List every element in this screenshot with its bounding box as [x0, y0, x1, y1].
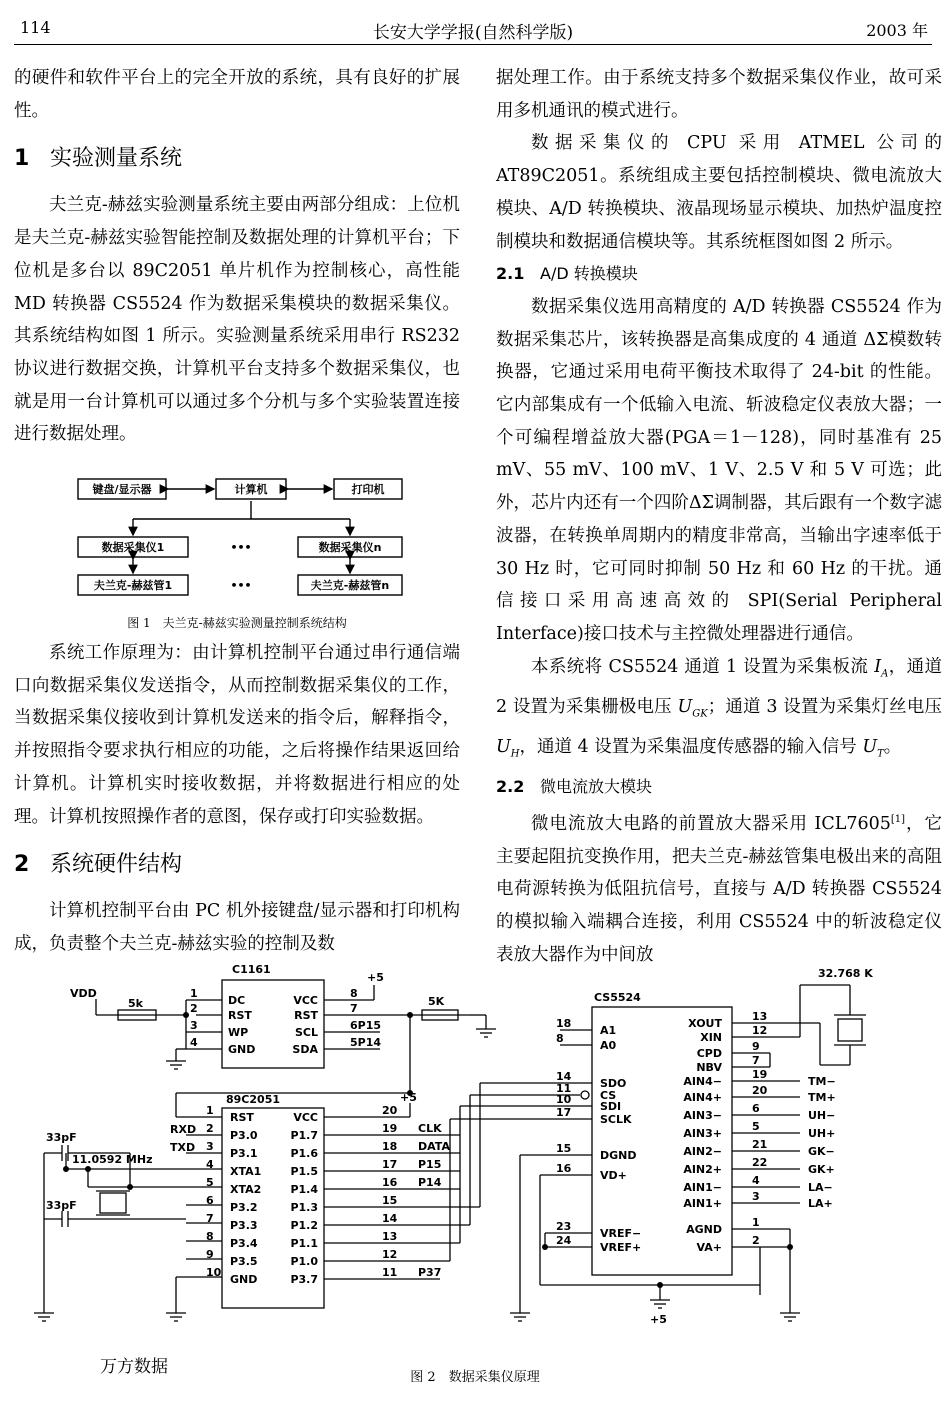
pin-label: SCLK: [600, 1113, 632, 1126]
pin-label: SDI: [600, 1100, 622, 1113]
pin-label: RST: [228, 1009, 252, 1022]
pin-number: 5: [206, 1176, 214, 1189]
pin-number: 14: [382, 1212, 398, 1225]
pin-label: AIN4+: [683, 1091, 722, 1104]
figure-1-caption: 图 1 夫兰克-赫兹实验测量控制系统结构: [127, 616, 347, 631]
pin-label: AIN3−: [683, 1109, 722, 1122]
pin-label: CPD: [696, 1047, 722, 1060]
pin-label: A1: [600, 1024, 617, 1037]
signal-label: LA−: [808, 1181, 833, 1194]
pin-number: 9: [206, 1248, 214, 1261]
pin-label: GND: [230, 1273, 258, 1286]
pin-label: AIN1+: [683, 1197, 722, 1210]
subsection-heading-2-1: 2.1 A/D 转换模块: [496, 264, 638, 284]
signal-label: DATA: [418, 1140, 450, 1153]
figure-2-caption: 图 2 数据采集仪原理: [410, 1370, 540, 1385]
pin-number: 10: [206, 1266, 222, 1279]
page-number: 114: [20, 18, 51, 37]
pin-label: P3.2: [230, 1201, 258, 1214]
pin-number: 1: [752, 1216, 760, 1229]
pin-number: 16: [556, 1162, 572, 1175]
box-tube-1: 夫兰克-赫兹管1: [93, 579, 173, 593]
pin-number: 15: [382, 1194, 398, 1207]
pin-number: 21: [752, 1138, 768, 1151]
pin-number: 4: [752, 1174, 760, 1187]
pin-number: 16: [382, 1176, 398, 1189]
system-structure-diagram: [76, 465, 406, 605]
pin-label: NBV: [696, 1061, 722, 1074]
pin-label: DC: [228, 994, 246, 1007]
pin-number: 2: [206, 1122, 214, 1135]
pin-number: 4: [206, 1158, 214, 1171]
pin-number: 11: [382, 1266, 398, 1279]
pin-number: 12: [752, 1024, 768, 1037]
rxd-label: RXD: [170, 1123, 197, 1136]
pin-label: AIN2+: [683, 1163, 722, 1176]
signal-label: UH+: [808, 1127, 836, 1140]
box-tube-n: 夫兰克-赫兹管n: [310, 579, 390, 593]
pin-label: AIN3+: [683, 1127, 722, 1140]
pin-number: 18: [382, 1140, 398, 1153]
pin-number: 18: [556, 1017, 572, 1030]
pin-label: P3.7: [290, 1273, 318, 1286]
subsection-heading-2-2: 2.2 微电流放大模块: [496, 777, 653, 797]
pin-label: P3.1: [230, 1147, 258, 1160]
paragraph: 系统工作原理为：由计算机控制平台通过串行通信端口向数据采集仪发送指令，从而控制数据采集仪的工作，当数据采集仪接收到计算机发送来的指令后，解释指令，并按照指令要求执行相应的功能，之后将操作结果返回给计算机。计算机实时接收数据，并将数据进行相应的处理。计算机按照操作者的意图，保存或打印实验数据。: [14, 643, 460, 827]
signal-label: P15: [418, 1158, 442, 1171]
ellipsis: •••: [230, 541, 252, 555]
pin-number: 3: [752, 1190, 760, 1203]
pin-label: XIN: [700, 1031, 722, 1044]
pin-label: WP: [228, 1026, 249, 1039]
resistor-label: 5k: [128, 997, 143, 1010]
figure-1: [14, 459, 460, 609]
pin-label: P1.0: [290, 1255, 318, 1268]
pin-label: VA+: [696, 1241, 722, 1254]
paragraph: 计算机控制平台由 PC 机外接键盘/显示器和打印机构成，负责整个夫兰克-赫兹实验的控制及数: [14, 901, 460, 954]
pin-label: RST: [294, 1009, 318, 1022]
left-column: [14, 62, 460, 961]
pin-number: 6: [206, 1194, 214, 1207]
pin-label: P1.6: [290, 1147, 318, 1160]
box-printer: 打印机: [351, 483, 385, 497]
pin-number: 4: [190, 1036, 198, 1049]
pin-label: P1.2: [290, 1219, 318, 1232]
year: 2003 年: [866, 21, 928, 40]
pin-number: 3: [206, 1140, 214, 1153]
paragraph: 据处理工作。由于系统支持多个数据采集仪作业，故可采用多机通讯的模式进行。: [496, 68, 942, 121]
section-heading-2: 2 系统硬件结构: [14, 852, 183, 878]
pin-label: AGND: [686, 1223, 722, 1236]
pin-label: XOUT: [688, 1017, 722, 1030]
pin-number: 7: [350, 1002, 358, 1015]
pin-label: XTA1: [230, 1165, 262, 1178]
paragraph: 本系统将 CS5524 通道 1 设置为采集板流 $I_A$，通道 2 设置为采集栅极电压 $U_{GK}$；通道 3 设置为采集灯丝电压 $U_H$，通道 4 设置为采集温度传感器的输入信号 $U_T$。: [496, 656, 942, 760]
resistor-label: 5K: [428, 995, 445, 1008]
pin-number: 20: [752, 1084, 768, 1097]
pin-label: A0: [600, 1039, 617, 1052]
pin-number: 11: [556, 1082, 572, 1095]
pin-number: 19: [752, 1068, 768, 1081]
pin-number: 15: [556, 1142, 572, 1155]
signal-label: P37: [418, 1266, 442, 1279]
pin-number: 6P15: [350, 1019, 382, 1032]
pin-number: 2: [190, 1002, 198, 1015]
pin-label: SDA: [292, 1043, 318, 1056]
box-dau-1: 数据采集仪1: [101, 541, 165, 555]
box-dau-n: 数据采集仪n: [318, 541, 382, 555]
pin-number: 6: [752, 1102, 760, 1115]
supply-label: +5: [400, 1091, 417, 1104]
pin-label: P1.7: [290, 1129, 318, 1142]
pin-number: 12: [382, 1248, 398, 1261]
pin-label: VD+: [600, 1169, 627, 1182]
schematic-diagram: [0, 965, 950, 1365]
pin-label: VCC: [293, 994, 318, 1007]
crystal-label: 32.768 K: [818, 967, 873, 980]
txd-label: TXD: [170, 1141, 196, 1154]
pin-number: 8: [350, 987, 358, 1000]
pin-number: 5: [752, 1120, 760, 1133]
pin-label: P1.5: [290, 1165, 318, 1178]
pin-label: P3.4: [230, 1237, 258, 1250]
pin-label: P3.0: [230, 1129, 258, 1142]
pin-number: 17: [382, 1158, 398, 1171]
pin-number: 9: [752, 1040, 760, 1053]
vdd-label: VDD: [70, 987, 97, 1000]
paragraph: 数据采集仪选用高精度的 A/D 转换器 CS5524 作为数据采集芯片，该转换器是高集成度的 4 通道 ΔΣ模数转换器，它通过采用电荷平衡技术取得了 24-bit 的性能。它内部集成有一个低输入电流、斩波稳定仪表放大器；一个可编程增益放大器(PGA＝1－128)，同时基准有 25 mV、55 mV、100 mV、1 V、2.5 V 和 5 V 可选；此外，芯片内还有一个四阶ΔΣ调制器，其后跟有一个数字滤波器，在转换单周期内的精度非常高，当输出字速率低于 30 Hz 时，它可同时抑制 50 Hz 和 60 Hz 的干扰。通信接口采用高速高效的 SPI(Serial Peripheral Interface)接口技术与主控微处理器进行通信。: [496, 296, 942, 644]
signal-label: P14: [418, 1176, 442, 1189]
signal-label: TM−: [808, 1075, 836, 1088]
pin-label: RST: [230, 1111, 254, 1124]
pin-number: 8: [206, 1230, 214, 1243]
capacitor-label: 33pF: [46, 1131, 77, 1144]
signal-label: CLK: [418, 1122, 442, 1135]
supply-label: +5: [367, 971, 384, 984]
pin-number: 3: [190, 1019, 198, 1032]
pin-label: P3.3: [230, 1219, 258, 1232]
pin-number: 8: [556, 1032, 564, 1045]
watermark: 万方数据: [100, 1357, 168, 1377]
chip-name-cs5524: CS5524: [594, 991, 641, 1004]
signal-label: GK−: [808, 1145, 835, 1158]
pin-label: P1.1: [290, 1237, 318, 1250]
pin-number: 17: [556, 1106, 572, 1119]
paragraph: 的硬件和软件平台上的完全开放的系统，具有良好的扩展性。: [14, 68, 460, 121]
capacitor-label: 33pF: [46, 1199, 77, 1212]
pin-number: 19: [382, 1122, 398, 1135]
pin-label: VREF+: [600, 1241, 642, 1254]
pin-number: 13: [382, 1230, 398, 1243]
pin-number: 7: [206, 1212, 214, 1225]
pin-number: 1: [190, 987, 198, 1000]
pin-label: AIN2−: [683, 1145, 722, 1158]
paragraph: 夫兰克-赫兹实验测量系统主要由两部分组成：上位机是夫兰克-赫兹实验智能控制及数据处理的计算机平台；下位机是多台以 89C2051 单片机作为控制核心，高性能 MD 转换器 CS5524 作为数据采集模块的数据采集仪。其系统结构如图 1 所示。实验测量系统采用串行 RS232 协议进行数据交换，计算机平台支持多个数据采集仪，也就是用一台计算机可以通过多个分机与多个实验装置连接进行数据处理。: [14, 195, 460, 445]
pin-label: P1.3: [290, 1201, 318, 1214]
pin-number: 7: [752, 1054, 760, 1067]
pin-number: 14: [556, 1070, 572, 1083]
pin-number: 5P14: [350, 1036, 382, 1049]
supply-label: +5: [650, 1313, 667, 1326]
signal-label: LA+: [808, 1197, 833, 1210]
pin-label: CS: [600, 1089, 617, 1102]
chip-name-89c2051: 89C2051: [226, 1093, 280, 1106]
pin-label: VCC: [293, 1111, 318, 1124]
pin-number: 22: [752, 1156, 768, 1169]
pin-label: SDO: [600, 1077, 627, 1090]
box-keyboard: 键盘/显示器: [92, 483, 152, 497]
paragraph: 数据采集仪的 CPU 采用 ATMEL 公司的 AT89C2051。系统组成主要包括控制模块、微电流放大模块、A/D 转换模块、液晶现场显示模块、加热炉温度控制模块和数据通信模块等。其系统框图如图 2 所示。: [496, 133, 942, 252]
pin-number: 24: [556, 1234, 572, 1247]
pin-number: 10: [556, 1093, 572, 1106]
pin-label: P1.4: [290, 1183, 318, 1196]
chip-name-c1161: C1161: [232, 965, 271, 976]
pin-number: 13: [752, 1010, 768, 1023]
pin-label: VREF−: [600, 1227, 642, 1240]
pin-label: SCL: [294, 1026, 318, 1039]
pin-label: GND: [228, 1043, 256, 1056]
pin-number: 2: [752, 1234, 760, 1247]
pin-number: 23: [556, 1220, 572, 1233]
journal-title: 长安大学学报(自然科学版): [372, 23, 574, 43]
signal-label: TM+: [808, 1091, 836, 1104]
pin-label: P3.5: [230, 1255, 258, 1268]
signal-label: UH−: [808, 1109, 836, 1122]
pin-number: 20: [382, 1104, 398, 1117]
crystal-label: 11.0592 MHz: [72, 1153, 153, 1166]
ellipsis: •••: [230, 579, 252, 593]
paragraph: 微电流放大电路的前置放大器采用 ICL7605[1]，它主要起阻抗变换作用，把夫兰克-赫兹管集电极出来的高阻电荷源转换为低阻抗信号，直接与 A/D 转换器 CS5524 的模拟输入端耦合连接，利用 CS5524 中的斩波稳定仪表放大器作为中间放: [496, 813, 942, 965]
page-header: [14, 14, 932, 45]
pin-label: AIN4−: [683, 1075, 722, 1088]
right-column: [496, 62, 942, 971]
pin-label: DGND: [600, 1149, 637, 1162]
pin-label: AIN1−: [683, 1181, 722, 1194]
section-heading-1: 1 实验测量系统: [14, 146, 183, 172]
signal-label: GK+: [808, 1163, 835, 1176]
pin-label: XTA2: [230, 1183, 262, 1196]
pin-number: 1: [206, 1104, 214, 1117]
box-computer: 计算机: [234, 483, 268, 497]
